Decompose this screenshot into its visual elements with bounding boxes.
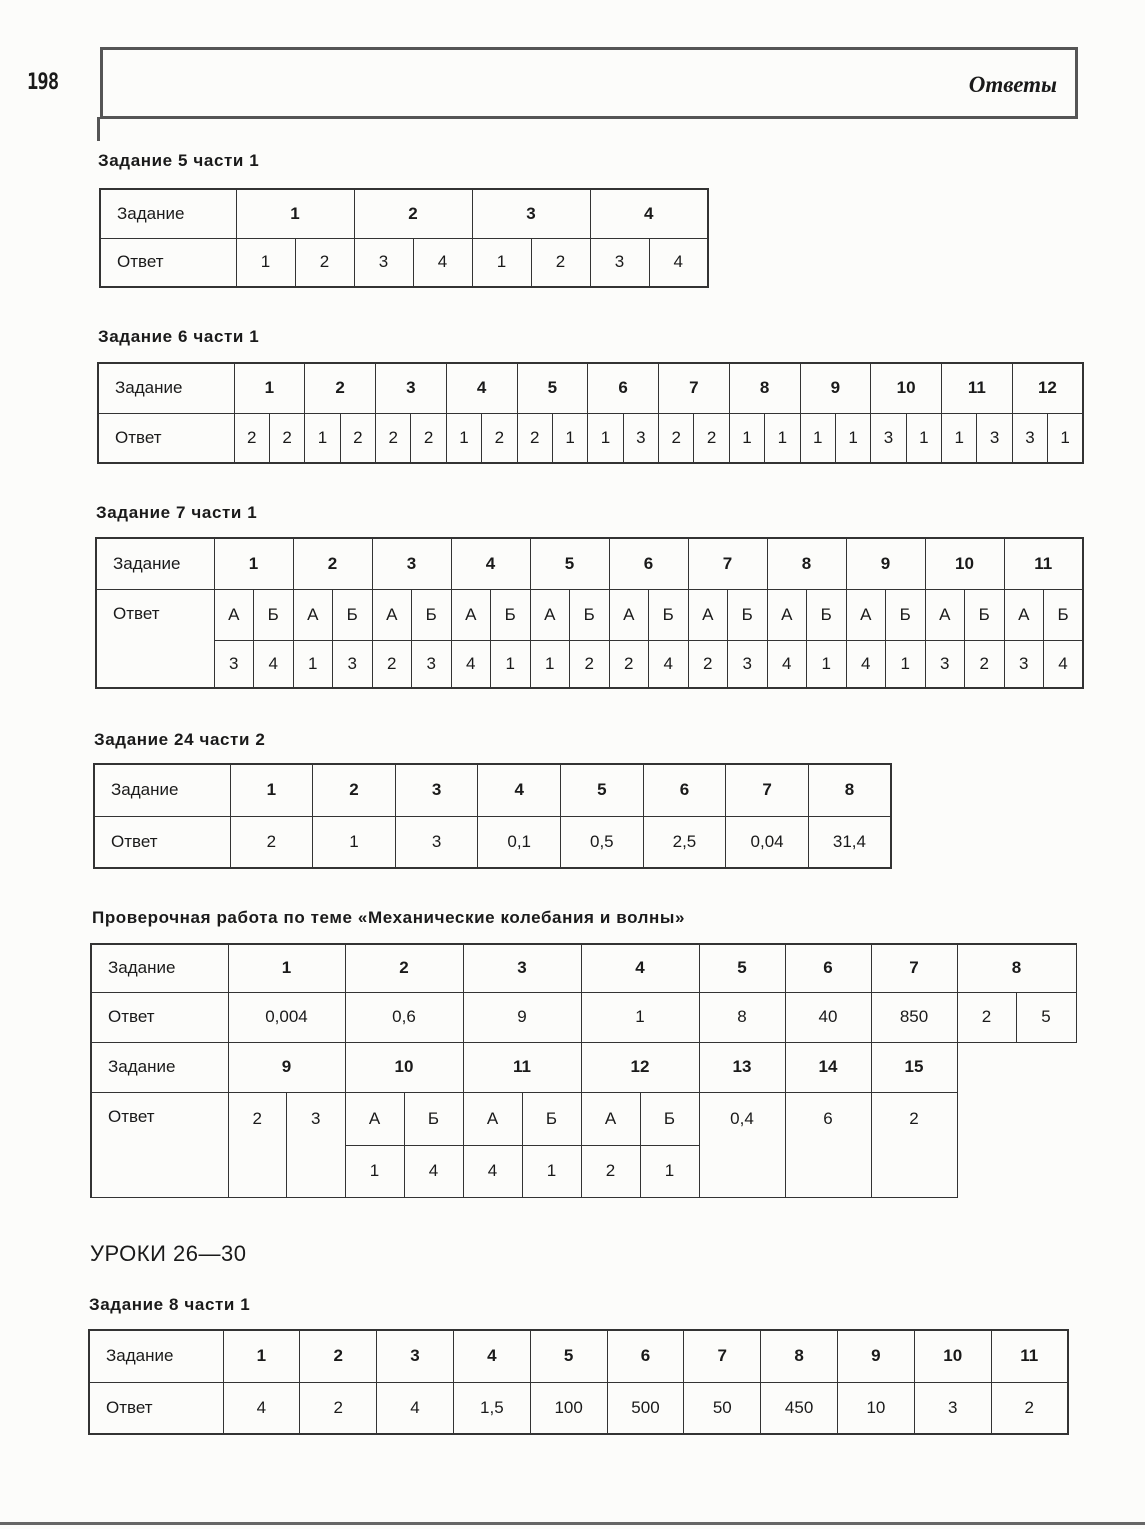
letter-cell: Б	[491, 589, 531, 640]
answer-cell: 40	[785, 992, 871, 1042]
letter-cell: А	[846, 589, 886, 640]
task-number: 8	[729, 363, 800, 413]
task-number: 2	[293, 538, 372, 589]
task-number: 5	[699, 944, 785, 992]
answer-cell: 2,5	[643, 816, 726, 868]
answer-cell: 2	[609, 640, 649, 688]
task-number: 3	[472, 189, 590, 238]
letter-cell: А	[293, 589, 333, 640]
section-5-title: Задание 5 части 1	[98, 151, 260, 170]
table-row	[89, 1330, 1068, 1382]
table-row	[89, 1382, 1068, 1434]
task-number: 6	[588, 363, 659, 413]
answer-cell: 3	[395, 816, 478, 868]
letter-cell: Б	[649, 589, 689, 640]
answer-cell: 3	[925, 640, 965, 688]
letter-cell: Б	[1044, 589, 1084, 640]
letter-cell: Б	[640, 1092, 699, 1145]
answer-cell: 5	[1016, 992, 1076, 1042]
answer-cell: 1,5	[453, 1382, 530, 1434]
answer-cell: 0,1	[478, 816, 561, 868]
task-number: 2	[354, 189, 472, 238]
task-number: 1	[230, 764, 313, 816]
task-number: 10	[925, 538, 1004, 589]
answer-cell: 500	[607, 1382, 684, 1434]
answer-cell: 2	[957, 992, 1016, 1042]
answer-cell: 2	[581, 1145, 640, 1197]
section-7-table	[95, 537, 1084, 689]
letter-cell: Б	[728, 589, 768, 640]
row-label-task: Задание	[100, 189, 236, 238]
answer-cell: 1	[552, 413, 587, 463]
task-number: 9	[800, 363, 871, 413]
answer-cell: 1	[729, 413, 764, 463]
table-row	[91, 944, 1076, 992]
answer-cell: 2	[531, 238, 590, 287]
answer-cell: 3	[287, 1092, 346, 1197]
task-number: 7	[726, 764, 809, 816]
row-label-answer: Ответ	[94, 816, 230, 868]
task-number: 6	[785, 944, 871, 992]
task-number: 12	[581, 1042, 699, 1092]
task-number: 12	[1012, 363, 1083, 413]
section-5-table	[99, 188, 709, 288]
task-number: 10	[914, 1330, 991, 1382]
answer-cell: 4	[413, 238, 472, 287]
answer-cell: 450	[761, 1382, 838, 1434]
answer-cell: 2	[659, 413, 694, 463]
task-number: 1	[234, 363, 305, 413]
answer-cell: 1	[800, 413, 835, 463]
task-number: 8	[767, 538, 846, 589]
letter-cell: А	[372, 589, 412, 640]
table-row	[100, 189, 708, 238]
answer-cell: 1	[588, 413, 623, 463]
table-row	[91, 1042, 1076, 1092]
answer-cell: 3	[871, 413, 906, 463]
answer-cell: 3	[623, 413, 658, 463]
answer-cell: 1	[305, 413, 340, 463]
row-label-task: Задание	[94, 764, 230, 816]
answer-cell: 3	[214, 640, 254, 688]
row-label-answer: Ответ	[89, 1382, 223, 1434]
answer-cell: 1	[765, 413, 800, 463]
task-number: 10	[871, 363, 942, 413]
answer-cell: 1	[522, 1145, 581, 1197]
task-number: 2	[313, 764, 396, 816]
row-label-answer: Ответ	[91, 1092, 228, 1197]
answer-cell: 1	[581, 992, 699, 1042]
table-row	[91, 1092, 1076, 1145]
answer-cell: 4	[649, 238, 708, 287]
task-number: 11	[942, 363, 1013, 413]
row-label-task: Задание	[96, 538, 214, 589]
letter-cell: А	[767, 589, 807, 640]
task-number: 2	[305, 363, 376, 413]
answer-cell: 3	[590, 238, 649, 287]
task-number: 11	[1004, 538, 1083, 589]
answer-cell: 4	[377, 1382, 454, 1434]
answer-cell: 1	[472, 238, 531, 287]
task-number: 5	[561, 764, 644, 816]
answer-cell: 2	[269, 413, 304, 463]
letter-cell: Б	[254, 589, 294, 640]
answer-cell: 2	[991, 1382, 1068, 1434]
letter-cell: Б	[404, 1092, 463, 1145]
letter-cell: Б	[412, 589, 452, 640]
answer-cell: 1	[313, 816, 396, 868]
answer-cell: 2	[376, 413, 411, 463]
letter-cell: Б	[570, 589, 610, 640]
answer-cell: 3	[1012, 413, 1047, 463]
answer-cell: 4	[463, 1145, 522, 1197]
task-number: 6	[607, 1330, 684, 1382]
lessons-title: УРОКИ 26—30	[90, 1241, 247, 1266]
answer-cell: 0,6	[345, 992, 463, 1042]
task-number: 6	[609, 538, 688, 589]
table-row	[98, 363, 1083, 413]
letter-cell: А	[1004, 589, 1044, 640]
task-number: 5	[530, 1330, 607, 1382]
answer-cell: 0,004	[228, 992, 345, 1042]
letter-cell: А	[214, 589, 254, 640]
task-number: 15	[871, 1042, 957, 1092]
row-label-answer: Ответ	[91, 992, 228, 1042]
answer-cell: 1	[345, 1145, 404, 1197]
letter-cell: А	[609, 589, 649, 640]
task-number: 7	[684, 1330, 761, 1382]
task-number: 4	[581, 944, 699, 992]
answer-cell: 3	[1004, 640, 1044, 688]
task-number: 4	[590, 189, 708, 238]
empty-cell	[957, 1042, 1076, 1092]
letter-cell: А	[463, 1092, 522, 1145]
answer-cell: 2	[517, 413, 552, 463]
table-row	[96, 589, 1083, 640]
answer-cell: 10	[838, 1382, 915, 1434]
section-6-title: Задание 6 части 1	[98, 327, 260, 346]
row-label-answer: Ответ	[96, 589, 214, 688]
answer-cell: 50	[684, 1382, 761, 1434]
answer-cell: 4	[404, 1145, 463, 1197]
task-number: 3	[372, 538, 451, 589]
answer-cell: 1	[835, 413, 870, 463]
answer-cell: 2	[694, 413, 729, 463]
empty-cell	[957, 1092, 1076, 1197]
letter-cell: Б	[886, 589, 926, 640]
answer-cell: 1	[491, 640, 531, 688]
answer-cell: 2	[871, 1092, 957, 1197]
answer-cell: 4	[254, 640, 294, 688]
answer-cell: 31,4	[808, 816, 891, 868]
answer-cell: 1	[446, 413, 481, 463]
table-row	[96, 640, 1083, 688]
task-number: 1	[228, 944, 345, 992]
task-number: 1	[214, 538, 293, 589]
section-7-title: Задание 7 части 1	[96, 503, 258, 522]
task-number: 10	[345, 1042, 463, 1092]
task-number: 4	[478, 764, 561, 816]
answer-cell: 2	[228, 1092, 287, 1197]
answer-cell: 3	[333, 640, 373, 688]
task-number: 9	[228, 1042, 345, 1092]
answer-cell: 1	[886, 640, 926, 688]
answer-cell: 0,04	[726, 816, 809, 868]
task-number: 8	[957, 944, 1076, 992]
task-number: 4	[451, 538, 530, 589]
task-number: 14	[785, 1042, 871, 1092]
table-row	[94, 764, 891, 816]
answer-cell: 2	[230, 816, 313, 868]
answer-cell: 1	[1048, 413, 1083, 463]
section-24-title: Задание 24 части 2	[94, 730, 266, 749]
task-number: 7	[659, 363, 730, 413]
answer-cell: 4	[767, 640, 807, 688]
answer-cell: 4	[846, 640, 886, 688]
table-row	[96, 538, 1083, 589]
task-number: 9	[838, 1330, 915, 1382]
answer-cell: 1	[293, 640, 333, 688]
header-divider	[97, 117, 100, 141]
table-row	[100, 238, 708, 287]
answer-cell: 3	[977, 413, 1012, 463]
letter-cell: А	[688, 589, 728, 640]
answer-cell: 2	[340, 413, 375, 463]
task-number: 4	[453, 1330, 530, 1382]
letter-cell: А	[581, 1092, 640, 1145]
answer-cell: 3	[914, 1382, 991, 1434]
table-row	[94, 816, 891, 868]
answer-cell: 2	[482, 413, 517, 463]
task-number: 9	[846, 538, 925, 589]
task-number: 13	[699, 1042, 785, 1092]
task-number: 6	[643, 764, 726, 816]
task-number: 1	[236, 189, 354, 238]
answer-cell: 6	[785, 1092, 871, 1197]
answer-cell: 2	[234, 413, 269, 463]
letter-cell: А	[451, 589, 491, 640]
letter-cell: А	[530, 589, 570, 640]
task-number: 2	[345, 944, 463, 992]
answer-cell: 100	[530, 1382, 607, 1434]
answer-cell: 2	[570, 640, 610, 688]
task-number: 1	[223, 1330, 300, 1382]
row-label-task: Задание	[98, 363, 234, 413]
answer-cell: 0,5	[561, 816, 644, 868]
section-8-title: Задание 8 части 1	[89, 1295, 251, 1314]
task-number: 8	[761, 1330, 838, 1382]
answer-cell: 1	[530, 640, 570, 688]
answer-cell: 3	[354, 238, 413, 287]
table-row	[91, 992, 1076, 1042]
task-number: 5	[517, 363, 588, 413]
section-8-table	[88, 1329, 1069, 1435]
letter-cell: А	[925, 589, 965, 640]
answer-cell: 1	[906, 413, 941, 463]
task-number: 7	[688, 538, 767, 589]
task-number: 8	[808, 764, 891, 816]
answer-cell: 3	[728, 640, 768, 688]
answer-cell: 4	[1044, 640, 1084, 688]
page-number: 198	[27, 70, 59, 95]
answer-cell: 1	[236, 238, 295, 287]
letter-cell: Б	[333, 589, 373, 640]
row-label-answer: Ответ	[98, 413, 234, 463]
letter-cell: Б	[522, 1092, 581, 1145]
answer-cell: 2	[295, 238, 354, 287]
answer-cell: 4	[223, 1382, 300, 1434]
test-table	[90, 943, 1077, 1198]
row-label-task: Задание	[91, 944, 228, 992]
answer-cell: 4	[451, 640, 491, 688]
letter-cell: Б	[807, 589, 847, 640]
row-label-task: Задание	[91, 1042, 228, 1092]
section-6-table	[97, 362, 1084, 464]
answer-cell: 4	[649, 640, 689, 688]
answer-cell: 1	[942, 413, 977, 463]
letter-cell: А	[345, 1092, 404, 1145]
answer-cell: 1	[807, 640, 847, 688]
task-number: 3	[463, 944, 581, 992]
task-number: 3	[395, 764, 478, 816]
answer-cell: 2	[965, 640, 1005, 688]
task-number: 11	[991, 1330, 1068, 1382]
answer-cell: 1	[640, 1145, 699, 1197]
answer-cell: 0,4	[699, 1092, 785, 1197]
answer-cell: 8	[699, 992, 785, 1042]
task-number: 3	[377, 1330, 454, 1382]
row-label-task: Задание	[89, 1330, 223, 1382]
answer-cell: 2	[372, 640, 412, 688]
answer-cell: 850	[871, 992, 957, 1042]
task-number: 7	[871, 944, 957, 992]
answer-cell: 2	[688, 640, 728, 688]
task-number: 2	[300, 1330, 377, 1382]
answer-cell: 9	[463, 992, 581, 1042]
test-title: Проверочная работа по теме «Механические колебания и волны»	[92, 908, 686, 927]
page-bottom-rule	[0, 1522, 1145, 1525]
task-number: 4	[446, 363, 517, 413]
header-title: Ответы	[968, 72, 1057, 97]
task-number: 5	[530, 538, 609, 589]
table-row	[98, 413, 1083, 463]
section-24-table	[93, 763, 892, 869]
answer-cell: 2	[411, 413, 446, 463]
answer-cell: 2	[300, 1382, 377, 1434]
row-label-answer: Ответ	[100, 238, 236, 287]
task-number: 3	[376, 363, 447, 413]
page-header	[100, 47, 1078, 119]
task-number: 11	[463, 1042, 581, 1092]
answer-cell: 3	[412, 640, 452, 688]
letter-cell: Б	[965, 589, 1005, 640]
